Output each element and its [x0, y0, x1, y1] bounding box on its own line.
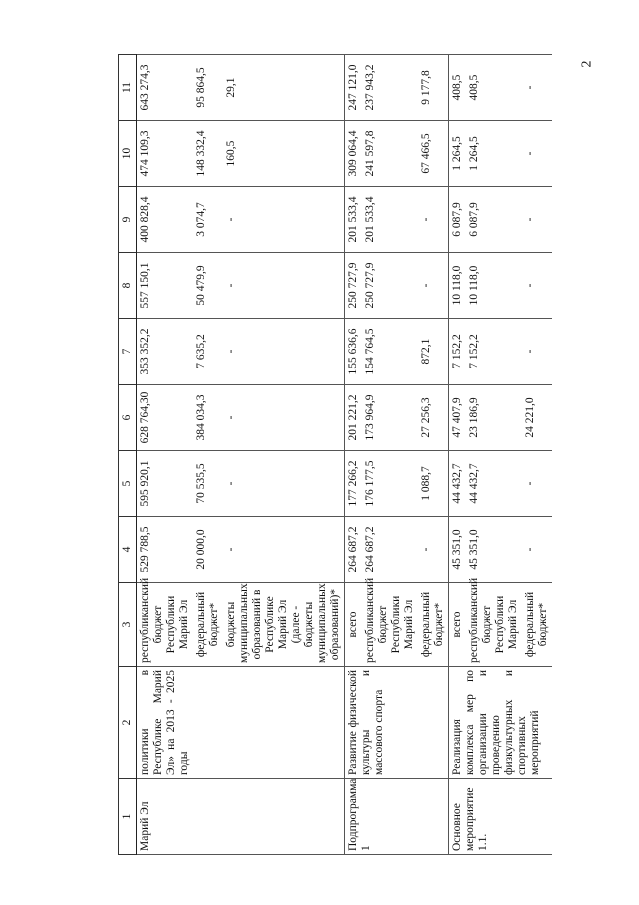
amount-cell: - [223, 385, 345, 451]
col-header: 5 [119, 451, 137, 517]
amount-cell: 7 152,2 [449, 319, 467, 385]
budget-table [118, 54, 552, 855]
amount-cell: 24 221,0 [522, 385, 552, 451]
amount-cell: 10 118,0 [449, 253, 467, 319]
amount-cell: 20 000,0 [193, 517, 223, 583]
amount-cell: - [223, 451, 345, 517]
amount-cell: 160,5 [223, 121, 345, 187]
amount-cell: 201 533,4 [362, 187, 418, 253]
amount-cell: 155 636,6 [345, 319, 363, 385]
amount-cell: 595 920,1 [137, 451, 194, 517]
amount-cell: 1 264,5 [449, 121, 467, 187]
amount-cell: 23 186,9 [466, 385, 522, 451]
amount-cell: - [418, 187, 449, 253]
program-name-cell: Реализация комплекса мер по организации и проведению физкультурных и спортивных мероприятий [449, 667, 553, 779]
amount-cell: - [223, 319, 345, 385]
amount-cell: - [522, 55, 552, 121]
amount-cell: 1 088,7 [418, 451, 449, 517]
funding-source-cell: республиканский бюджет Республики Марий Эл [137, 583, 194, 667]
col-header: 3 [119, 583, 137, 667]
amount-cell: 250 727,9 [345, 253, 363, 319]
amount-cell: 44 432,7 [449, 451, 467, 517]
funding-source-cell: федеральный бюджет* [193, 583, 223, 667]
amount-cell: 474 109,3 [137, 121, 194, 187]
amount-cell: 148 332,4 [193, 121, 223, 187]
amount-cell: 353 352,2 [137, 319, 194, 385]
col-header: 1 [119, 779, 137, 855]
funding-source-cell: всего [345, 583, 363, 667]
funding-source-cell: бюджеты муниципальных образований в Республике Марий Эл (далее - бюджеты муниципальных образований)* [223, 583, 345, 667]
amount-cell: - [522, 319, 552, 385]
amount-cell: 29,1 [223, 55, 345, 121]
amount-cell: - [223, 253, 345, 319]
col-header: 6 [119, 385, 137, 451]
amount-cell: 176 177,5 [362, 451, 418, 517]
funding-source-cell: республиканский бюджет Республики Марий Эл [466, 583, 522, 667]
col-header: 4 [119, 517, 137, 583]
program-name-cell: политики в Республике Марий Эл» на 2013 - 2025 годы [137, 667, 345, 779]
col-header: 2 [119, 667, 137, 779]
amount-cell: 177 266,2 [345, 451, 363, 517]
funding-source-cell: федеральный бюджет* [418, 583, 449, 667]
amount-cell: 241 597,8 [362, 121, 418, 187]
amount-cell: 201 533,4 [345, 187, 363, 253]
amount-cell: 309 064,4 [345, 121, 363, 187]
amount-cell: - [522, 187, 552, 253]
rotated-table-wrapper [118, 55, 549, 855]
amount-cell: 45 351,0 [449, 517, 467, 583]
table-row [449, 55, 467, 855]
amount-cell: 7 635,2 [193, 319, 223, 385]
amount-cell: - [418, 517, 449, 583]
amount-cell: 50 479,9 [193, 253, 223, 319]
amount-cell: 408,5 [449, 55, 467, 121]
amount-cell: 557 150,1 [137, 253, 194, 319]
amount-cell: 247 121,0 [345, 55, 363, 121]
amount-cell: - [223, 187, 345, 253]
amount-cell: 67 466,5 [418, 121, 449, 187]
amount-cell: 95 864,5 [193, 55, 223, 121]
col-header: 10 [119, 121, 137, 187]
amount-cell: - [418, 253, 449, 319]
funding-source-cell: федеральный бюджет* [522, 583, 552, 667]
amount-cell: 643 274,3 [137, 55, 194, 121]
amount-cell: 10 118,0 [466, 253, 522, 319]
page-number: 2 [579, 60, 595, 68]
table-row [345, 55, 363, 855]
amount-cell: 6 087,9 [449, 187, 467, 253]
amount-cell: 9 177,8 [418, 55, 449, 121]
amount-cell: 70 535,5 [193, 451, 223, 517]
program-code-cell: Основное мероприятие 1.1. [449, 779, 553, 855]
amount-cell: 264 687,2 [345, 517, 363, 583]
amount-cell: 47 407,9 [449, 385, 467, 451]
amount-cell: 173 964,9 [362, 385, 418, 451]
col-header: 11 [119, 55, 137, 121]
amount-cell: 264 687,2 [362, 517, 418, 583]
amount-cell: 7 152,2 [466, 319, 522, 385]
amount-cell: 408,5 [466, 55, 522, 121]
table-row [137, 55, 194, 855]
funding-source-cell: республиканский бюджет Республики Марий Эл [362, 583, 418, 667]
amount-cell: 872,1 [418, 319, 449, 385]
amount-cell: 529 788,5 [137, 517, 194, 583]
amount-cell: 154 764,5 [362, 319, 418, 385]
col-header: 7 [119, 319, 137, 385]
amount-cell: 400 828,4 [137, 187, 194, 253]
amount-cell: 44 432,7 [466, 451, 522, 517]
amount-cell: - [522, 253, 552, 319]
program-code-cell: Подпрограмма 1 [345, 779, 449, 855]
amount-cell: 237 943,2 [362, 55, 418, 121]
amount-cell: 6 087,9 [466, 187, 522, 253]
amount-cell: 45 351,0 [466, 517, 522, 583]
amount-cell: - [522, 451, 552, 517]
col-header: 8 [119, 253, 137, 319]
amount-cell: 3 074,7 [193, 187, 223, 253]
funding-source-cell: всего [449, 583, 467, 667]
column-number-row [119, 55, 137, 855]
program-code-cell: Марий Эл [137, 779, 345, 855]
amount-cell: 384 034,3 [193, 385, 223, 451]
amount-cell: 250 727,9 [362, 253, 418, 319]
col-header: 9 [119, 187, 137, 253]
amount-cell: 628 764,30 [137, 385, 194, 451]
amount-cell: 27 256,3 [418, 385, 449, 451]
amount-cell: 201 221,2 [345, 385, 363, 451]
amount-cell: - [223, 517, 345, 583]
program-name-cell: Развитие физической культуры и массового спорта [345, 667, 449, 779]
amount-cell: - [522, 517, 552, 583]
amount-cell: - [522, 121, 552, 187]
amount-cell: 1 264,5 [466, 121, 522, 187]
